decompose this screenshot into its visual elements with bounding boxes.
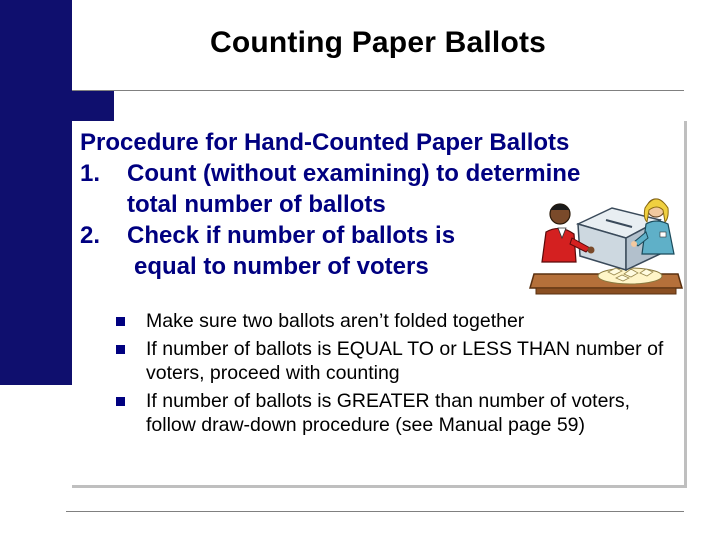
bullet-marker [116, 345, 125, 354]
item-text-continued: equal to number of voters [134, 253, 429, 280]
content-box [72, 121, 687, 488]
footer-divider [66, 511, 684, 512]
bullet-item [112, 309, 672, 333]
item-number: 1. [80, 160, 101, 187]
procedure-heading: Procedure for Hand-Counted Paper Ballots [80, 129, 570, 156]
bullet-text: If number of ballots is EQUAL TO or LESS THAN number of voters, proceed with counting [146, 338, 664, 384]
bullet-marker [116, 397, 125, 406]
item-text: Check if number of ballots is [127, 222, 456, 249]
item-text: Count (without examining) to determine [127, 160, 581, 187]
bullet-item [112, 389, 672, 437]
bullet-marker [116, 317, 125, 326]
title-box [72, 0, 684, 91]
slide-title: Counting Paper Ballots [209, 26, 547, 59]
bullet-text: If number of ballots is GREATER than number of voters, follow draw-down procedure (see Manual page 59) [146, 390, 631, 436]
bullet-text: Make sure two ballots aren’t folded together [146, 310, 525, 332]
bullet-list [112, 309, 672, 441]
item-number: 2. [80, 222, 101, 249]
item-text-continued: total number of ballots [127, 191, 386, 218]
ballot-counting-clipart [528, 190, 686, 300]
bullet-item [112, 337, 672, 385]
